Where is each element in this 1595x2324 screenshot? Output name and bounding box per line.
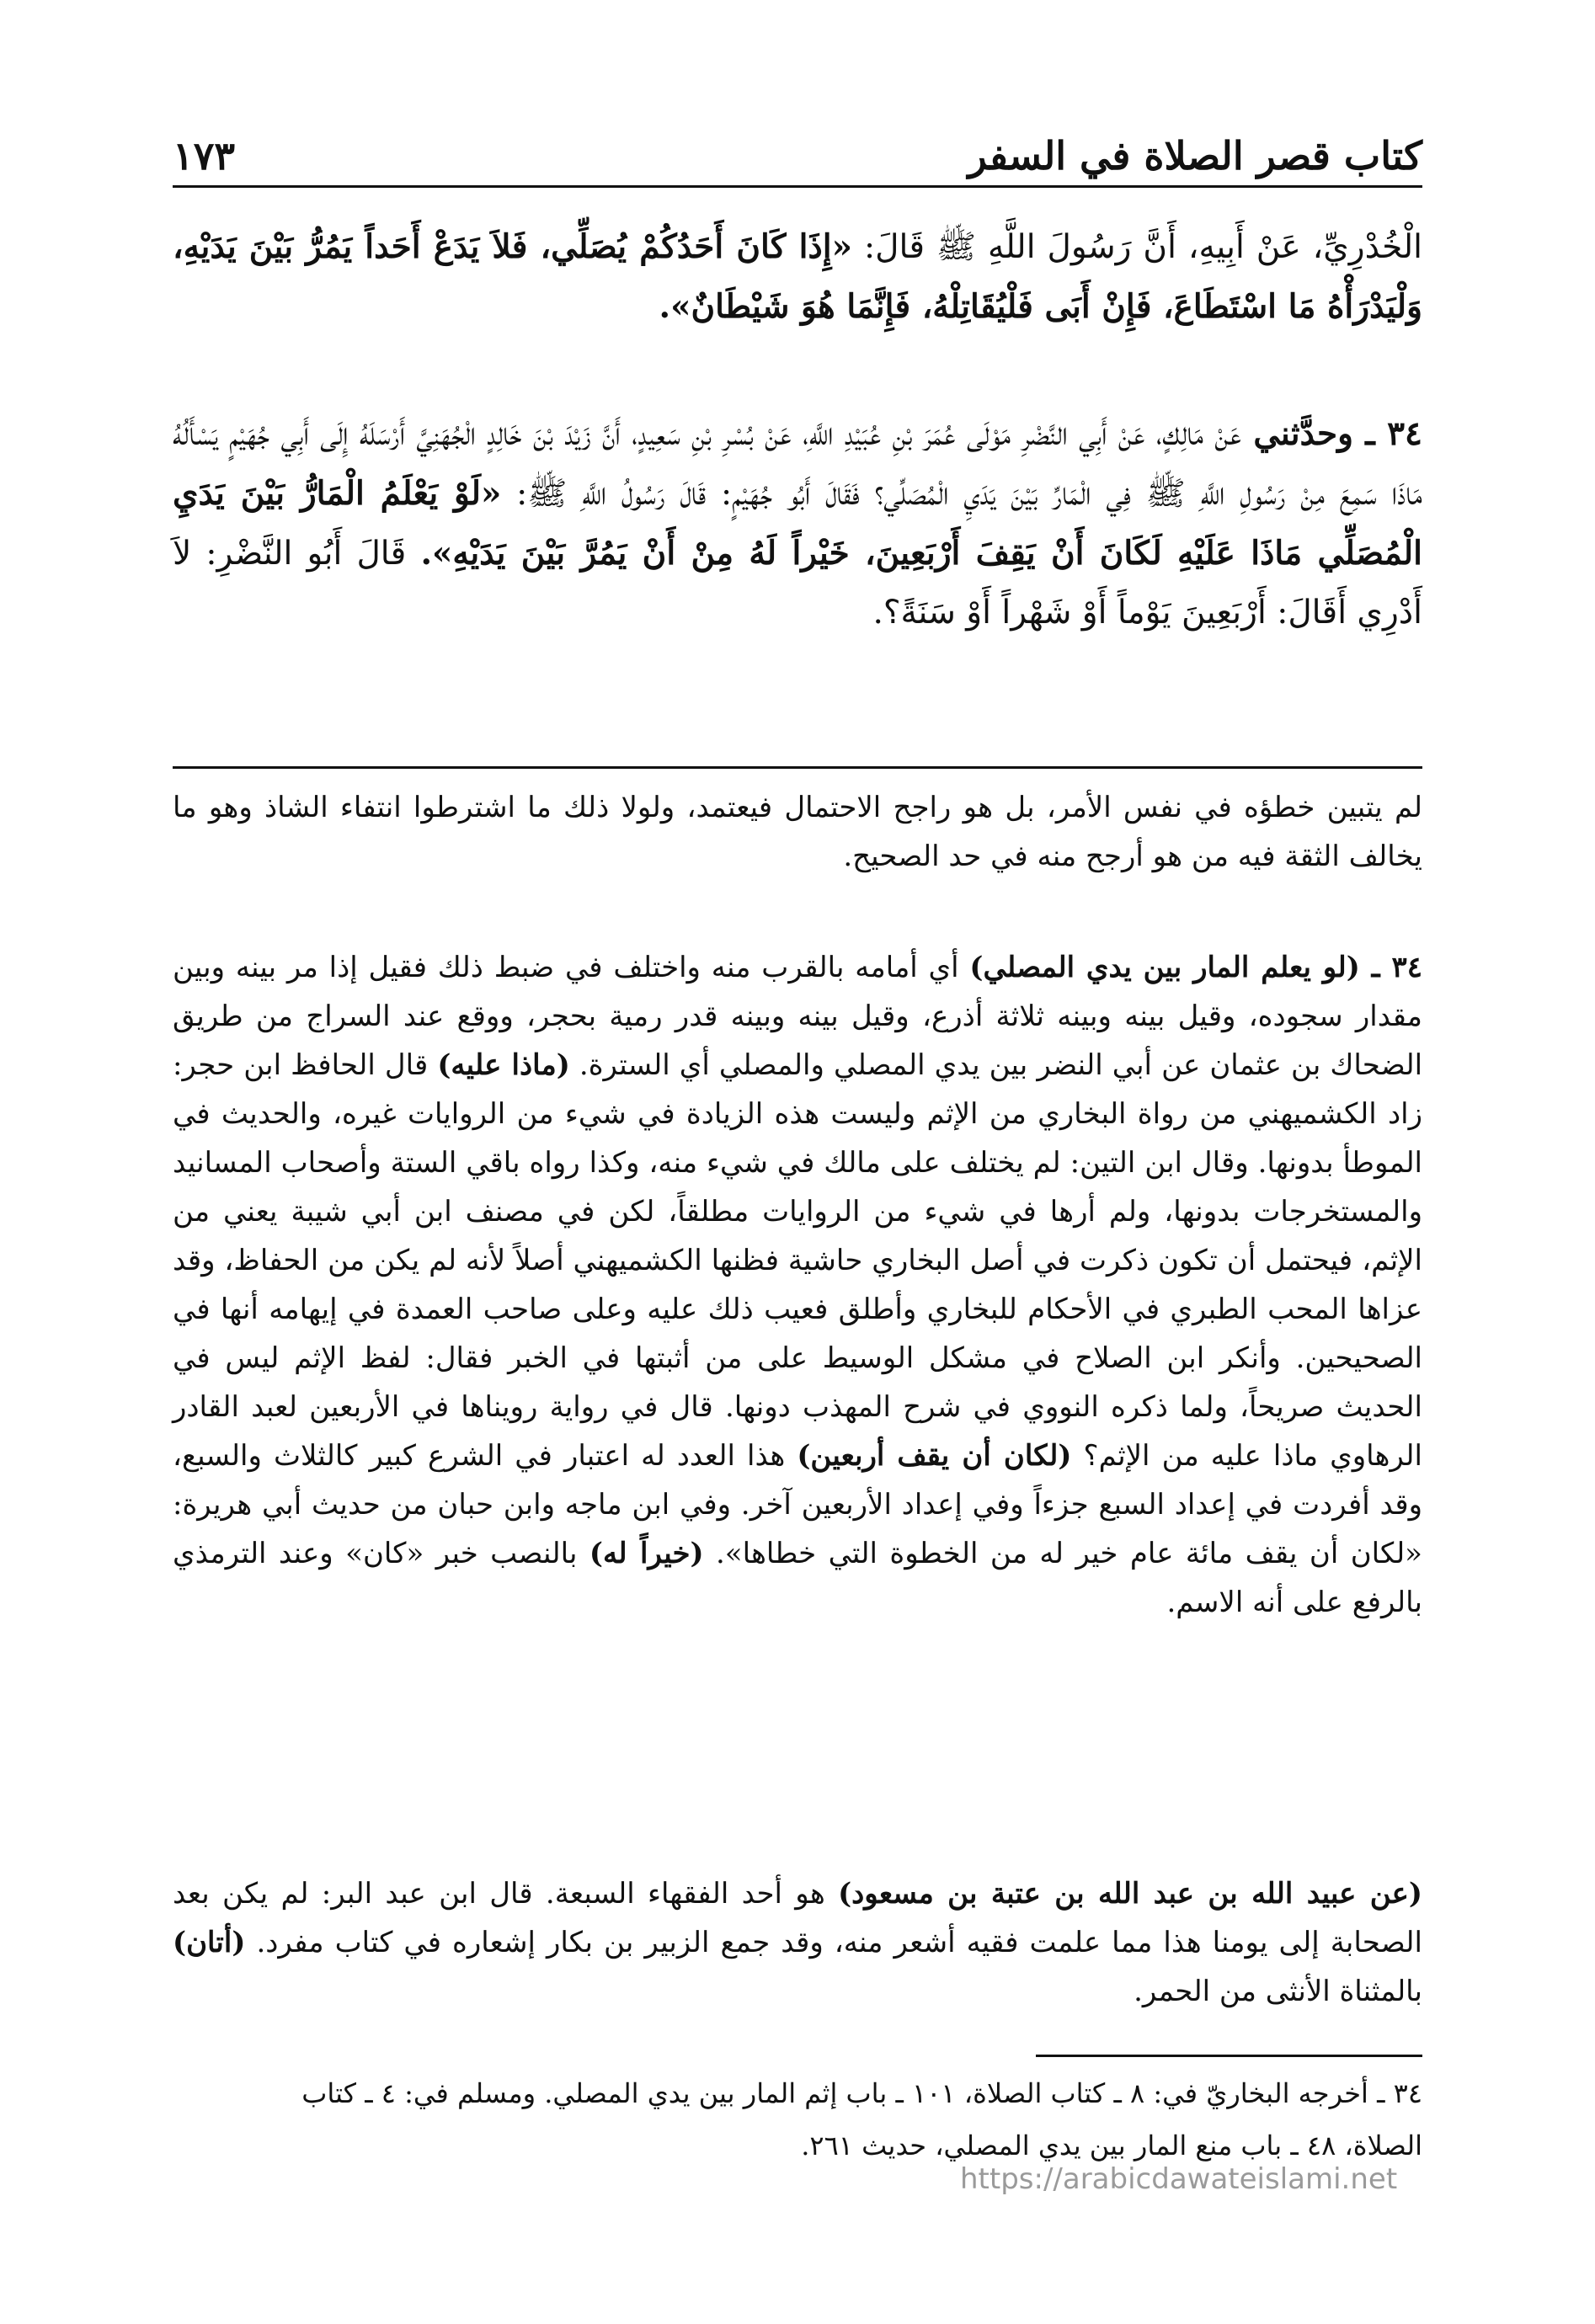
- footnote-line: ٣٤ ـ أخرجه البخاريّ في: ٨ ـ كتاب الصلاة، ١٠١ ـ باب إثم المار بين يدي المصلي. ومسلم في: ٤ ـ كتاب: [301, 2077, 1422, 2109]
- footnote-separator-rule: [1036, 2055, 1422, 2057]
- commentary-paragraph-34: [173, 943, 1422, 1627]
- commentary-text: بالمثناة الأنثى من الحمر.: [1134, 1975, 1422, 2008]
- commentary-number: ٣٤ ـ: [1359, 951, 1422, 984]
- prophet-saying: «لَوْ يَعْلَمُ الْمَارُّ بَيْنَ يَدَيِ الْمُصَلِّي مَاذَا عَلَيْهِ لَكَانَ أَنْ يَقِفَ أَرْبَعِينَ، خَيْراً لَهُ مِنْ أَنْ يَمُرَّ بَيْنَ يَدَيْهِ».: [173, 474, 1423, 573]
- commentary-text: هو أحد الفقهاء السبعة. قال ابن عبد البر: لم يكن بعد الصحابة إلى يومنا هذا مما علمت فقيه أشعر منه، وقد جمع الزبير بن بكار إشعاره في كتاب مفرد.: [173, 1877, 1422, 1959]
- hadith-text: الْخُدْرِيِّ، عَنْ أَبِيهِ، أَنَّ رَسُولَ اللَّهِ ﷺ قَالَ:: [852, 228, 1422, 266]
- commentary-heading: (عن عبيد الله بن عبد الله بن عتبة بن مسعود): [838, 1877, 1422, 1911]
- commentary-text: هذا العدد له اعتبار في الشرع كبير كالثلاث والسبع، وقد أفردت في إعداد السبع جزءاً وفي إعداد الأربعين آخر. وفي ابن ماجه وابن حبان من حديث أبي هريرة: «لكان أن يقف مائة عام خير له من الخطوة التي خطاها».: [173, 1439, 1422, 1570]
- commentary-text: بالنصب خبر «كان» وعند الترمذي بالرفع على أنه الاسم.: [173, 1537, 1422, 1619]
- page-header: [173, 126, 1422, 188]
- chapter-title: كتاب قصر الصلاة في السفر: [968, 133, 1422, 179]
- hadith-paragraph-1: [173, 217, 1422, 337]
- main-separator-rule: [173, 766, 1422, 769]
- hadith-number: ٣٤ ـ وحدَّثني: [1241, 414, 1422, 453]
- footnote: [173, 2067, 1422, 2172]
- commentary-text: لم يتبين خطؤه في نفس الأمر، بل هو راجح الاحتمال فيعتمد، ولولا ذلك ما اشترطوا انتفاء الشاذ وهو ما يخالف الثقة فيه من هو أرجح منه في حد الصحيح.: [173, 791, 1422, 873]
- commentary-heading: (لكان أن يقف أربعين): [797, 1439, 1072, 1473]
- commentary-paragraph-1: [173, 783, 1422, 881]
- prophet-saying: «إِذَا كَانَ أَحَدُكُمْ يُصَلِّي، فَلاَ يَدَعْ أَحَداً يَمُرُّ بَيْنَ يَدَيْهِ، وَلْيَدْرَأْهُ مَا اسْتَطَاعَ، فَإِنْ أَبَى فَلْيُقَاتِلْهُ، فَإِنَّمَا هُوَ شَيْطَانٌ».: [173, 227, 1422, 326]
- commentary-heading: (لو يعلم المار بين يدي المصلي): [969, 951, 1360, 984]
- commentary-heading: (أتان): [173, 1926, 246, 1959]
- site-watermark: https://arabicdawateislami.net: [960, 2162, 1398, 2196]
- hadith-text: قَالَ أَبُو النَّضْرِ: لاَ أَدْرِي أَقَالَ: أَرْبَعِينَ يَوْماً أَوْ شَهْراً أَوْ سَنَةً؟.: [173, 535, 1422, 632]
- commentary-heading: (ماذا عليه): [437, 1048, 570, 1082]
- footnote-line: الصلاة، ٤٨ ـ باب منع المار بين يدي المصلي، حديث ٢٦١.: [801, 2129, 1422, 2161]
- commentary-heading: (خيراً له): [589, 1537, 704, 1570]
- commentary-text: قال الحافظ ابن حجر: زاد الكشميهني من رواة البخاري من الإثم وليست هذه الزيادة في شيء من الروايات غيره، والحديث في الموطأ بدونها. وقال ابن التين: لم يختلف على مالك في شيء منه، وكذا رواه باقي الستة وأصحاب المسانيد والمستخرجات بدونها، ولم أرها في شيء من الروايات مطلقاً، لكن في مصنف ابن أبي شيبة يعني من الإثم، فيحتمل أن تكون ذكرت في أصل البخاري حاشية فظنها الكشميهني أصلاً لأنه لم يكن من الحفاظ، وقد عزاها المحب الطبري في الأحكام للبخاري وأطلق فعيب ذلك عليه وعلى صاحب العمدة في إيهامه أنها في الصحيحين. وأنكر ابن الصلاح في مشكل الوسيط على من أثبتها في الخبر فقال: لفظ الإثم ليس في الحديث صريحاً، ولما ذكره النووي في شرح المهذب دونها. قال في رواية رويناها في الأربعين لعبد القادر الرهاوي ماذا عليه من الإثم؟: [173, 1048, 1422, 1473]
- hadith-chain: عَنْ مَالِكٍ، عَنْ أَبِي النَّضْرِ مَوْلَى عُمَرَ بْنِ عُبَيْدِ اللَّهِ، عَنْ بُسْرِ بْنِ سَعِيدٍ، أَنَّ زَيْدَ بْنَ خَالِدٍ الْجُهَنِيَّ أَرْسَلَهُ إِلَى أَبِي جُهَيْمٍ يَسْأَلُهُ مَاذَا سَمِعَ مِنْ رَسُولِ اللَّهِ ﷺ فِي الْمَارِّ بَيْنَ يَدَيِ الْمُصَلِّي؟ فَقَالَ أَبُو جُهَيْمٍ: قَالَ رَسُولُ اللَّهِ ﷺ:: [173, 415, 1422, 513]
- page-number: ١٧٣: [173, 133, 236, 179]
- commentary-paragraph-narrator: [173, 1869, 1422, 2016]
- hadith-paragraph-34: [173, 404, 1422, 642]
- commentary-text: أي أمامه بالقرب منه واختلف في ضبط ذلك فقيل إذا مر بينه وبين مقدار سجوده، وقيل بينه وبينه ثلاثة أذرع، وقيل بينه وبينه قدر رمية بحجر، ووقع عند السراج من طريق الضحاك بن عثمان عن أبي النضر بين يدي المصلي والمصلي أي السترة.: [173, 951, 1423, 1082]
